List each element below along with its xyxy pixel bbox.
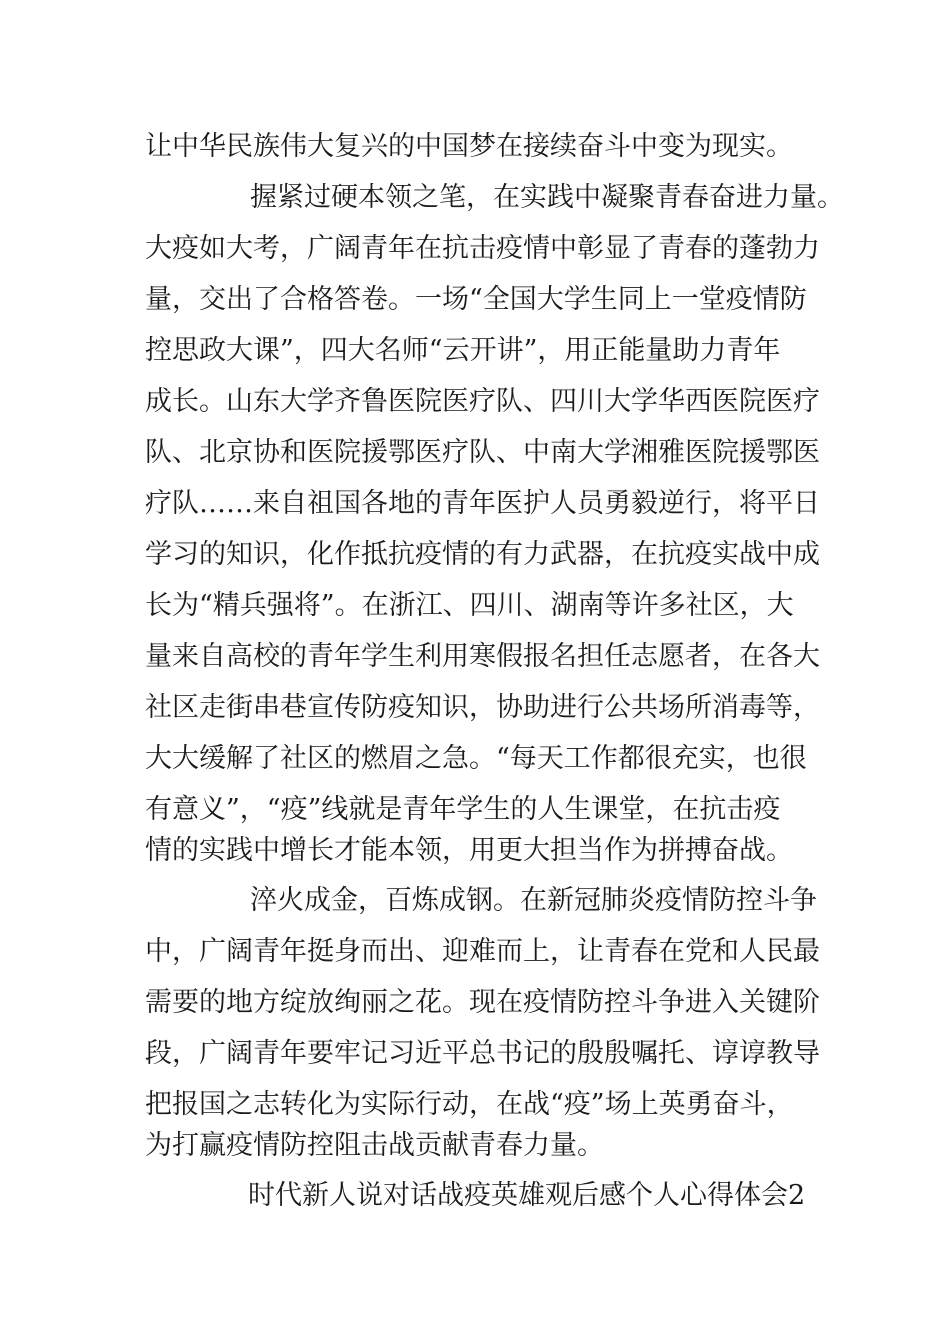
paragraph-line: 需要的地方绽放绚丽之花。现在疫情防控斗争进入关键阶 xyxy=(145,987,820,1018)
section-heading: 时代新人说对话战疫英雄观后感个人心得体会2 xyxy=(248,1180,806,1211)
paragraph-line: 控思政大课”，四大名师“云开讲”，用正能量助力青年 xyxy=(145,335,781,366)
paragraph-line: 让中华民族伟大复兴的中国梦在接续奋斗中变为现实。 xyxy=(145,131,793,162)
paragraph-line: 为打赢疫情防控阻击战贡献青春力量。 xyxy=(145,1130,604,1161)
paragraph-line: 情的实践中增长才能本领，用更大担当作为拼搏奋战。 xyxy=(145,835,793,866)
paragraph-line: 量，交出了合格答卷。一场“全国大学生同上一堂疫情防 xyxy=(145,284,807,315)
paragraph-line: 有意义”，“疫”线就是青年学生的人生课堂，在抗击疫 xyxy=(145,794,781,825)
paragraph-line: 大疫如大考，广阔青年在抗击疫情中彰显了青春的蓬勃力 xyxy=(145,233,820,264)
paragraph-line: 把报国之志转化为实际行动，在战“疫”场上英勇奋斗， xyxy=(145,1089,794,1120)
paragraph-line: 大大缓解了社区的燃眉之急。“每天工作都很充实，也很 xyxy=(145,743,807,774)
paragraph-line: 社区走街串巷宣传防疫知识，协助进行公共场所消毒等， xyxy=(145,692,820,723)
paragraph-line: 队、北京协和医院援鄂医疗队、中南大学湘雅医院援鄂医 xyxy=(145,437,820,468)
paragraph-line: 长为“精兵强将”。在浙江、四川、湖南等许多社区，大 xyxy=(145,590,794,621)
paragraph-line: 段，广阔青年要牢记习近平总书记的殷殷嘱托、谆谆教导 xyxy=(145,1038,820,1069)
paragraph-line: 量来自高校的青年学生利用寒假报名担任志愿者，在各大 xyxy=(145,641,820,672)
paragraph-line: 学习的知识，化作抵抗疫情的有力武器，在抗疫实战中成 xyxy=(145,539,820,570)
paragraph-line: 淬火成金，百炼成钢。在新冠肺炎疫情防控斗争 xyxy=(250,885,817,916)
paragraph-line: 疗队……来自祖国各地的青年医护人员勇毅逆行，将平日 xyxy=(145,488,820,519)
paragraph-line: 握紧过硬本领之笔，在实践中凝聚青春奋进力量。 xyxy=(250,182,844,213)
paragraph-line: 成长。山东大学齐鲁医院医疗队、四川大学华西医院医疗 xyxy=(145,386,820,417)
paragraph-line: 中，广阔青年挺身而出、迎难而上，让青春在党和人民最 xyxy=(145,936,820,967)
